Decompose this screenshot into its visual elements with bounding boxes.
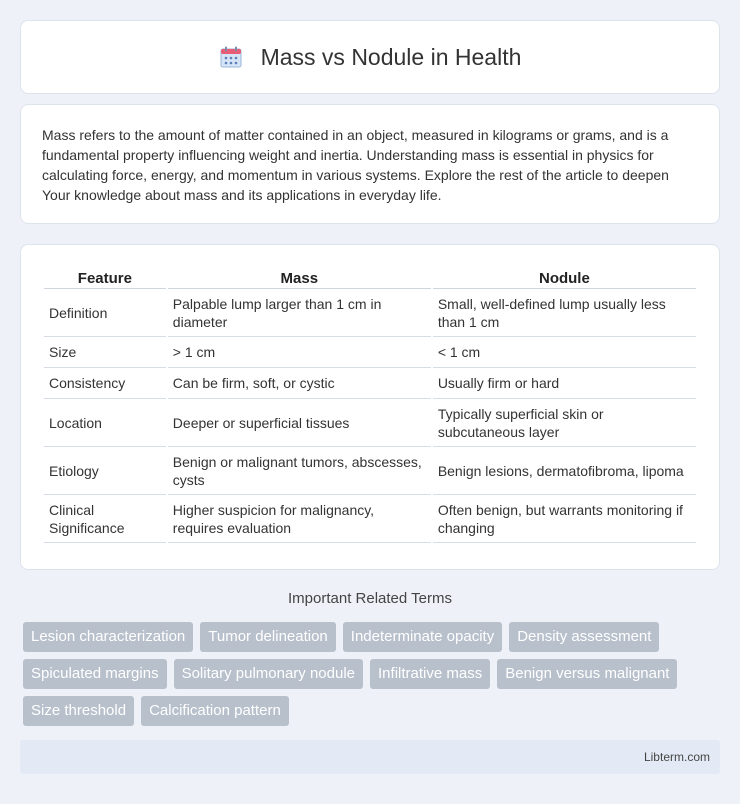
table-cell: < 1 cm — [433, 337, 696, 368]
table-cell: Can be firm, soft, or cystic — [168, 368, 431, 399]
related-term-tag[interactable]: Benign versus malignant — [497, 659, 677, 689]
table-row — [44, 368, 696, 399]
related-term-tag[interactable]: Calcification pattern — [141, 696, 289, 726]
table-cell: Typically superficial skin or subcutaneous layer — [433, 399, 696, 447]
related-terms-title: Important Related Terms — [288, 590, 452, 607]
table-row — [44, 289, 696, 337]
table-cell: Benign lesions, dermatofibroma, lipoma — [433, 447, 696, 495]
related-term-tag[interactable]: Size threshold — [23, 696, 134, 726]
related-terms-list — [23, 622, 723, 726]
footer — [20, 740, 720, 774]
calendar-icon — [219, 45, 243, 69]
table-cell: Location — [44, 399, 166, 447]
column-header: Feature — [44, 267, 166, 289]
intro-section — [20, 104, 720, 224]
table-cell: Often benign, but warrants monitoring if changing — [433, 495, 696, 543]
related-term-tag[interactable]: Density assessment — [509, 622, 659, 652]
table-cell: > 1 cm — [168, 337, 431, 368]
comparison-table — [42, 267, 698, 543]
table-row — [44, 399, 696, 447]
comparison-table-card — [20, 244, 720, 570]
related-term-tag[interactable]: Infiltrative mass — [370, 659, 490, 689]
table-row — [44, 337, 696, 368]
table-cell: Deeper or superficial tissues — [168, 399, 431, 447]
table-cell: Definition — [44, 289, 166, 337]
table-cell: Palpable lump larger than 1 cm in diameter — [168, 289, 431, 337]
table-row — [44, 495, 696, 543]
footer-brand-link[interactable]: Libterm.com — [643, 750, 710, 764]
table-cell: Benign or malignant tumors, abscesses, cysts — [168, 447, 431, 495]
table-cell: Consistency — [44, 368, 166, 399]
related-term-tag[interactable]: Solitary pulmonary nodule — [174, 659, 363, 689]
table-cell: Etiology — [44, 447, 166, 495]
table-cell: Higher suspicion for malignancy, requires evaluation — [168, 495, 431, 543]
table-header-row — [44, 267, 696, 289]
table-cell: Small, well-defined lump usually less than 1 cm — [433, 289, 696, 337]
page-title: Mass vs Nodule in Health — [260, 43, 522, 70]
column-header: Mass — [168, 267, 431, 289]
related-term-tag[interactable]: Indeterminate opacity — [343, 622, 502, 652]
column-header: Nodule — [433, 267, 696, 289]
related-term-tag[interactable]: Spiculated margins — [23, 659, 167, 689]
table-cell: Clinical Significance — [44, 495, 166, 543]
table-cell: Usually firm or hard — [433, 368, 696, 399]
table-cell: Size — [44, 337, 166, 368]
page-header — [20, 20, 720, 94]
related-term-tag[interactable]: Tumor delineation — [200, 622, 336, 652]
table-row — [44, 447, 696, 495]
related-term-tag[interactable]: Lesion characterization — [23, 622, 193, 652]
intro-text: Mass refers to the amount of matter contained in an object, measured in kilograms or grams, and is a fundamental property influencing weight and inertia. Understanding mass is essential in physics for calculating force, energy, and momentum in various systems. Explore the rest of the article to deepen Your knowledge about mass and its applications in everyday life. — [42, 127, 669, 203]
